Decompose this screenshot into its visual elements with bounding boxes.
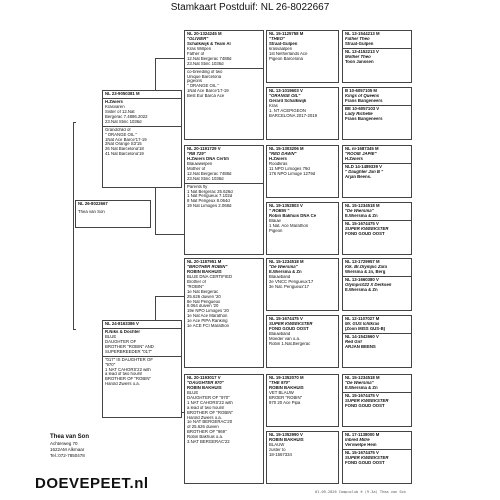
ff-color: Kras Willpen (187, 46, 212, 51)
gen3-name: " ROBIN " (269, 208, 290, 213)
mf-info: 1e Nat Ace Marathon (187, 314, 228, 319)
gen3-ring: NL 13-1019603 V (269, 89, 303, 93)
father-info: Bergerac 7.4886.2022 (105, 114, 148, 119)
gen4-ring-male: NL 12-1107027 M (345, 317, 380, 321)
mother-info: "017" IS DAUGHTER OF (105, 357, 153, 362)
father-info: 23.Nat Stinc 1036d (105, 119, 142, 124)
gen3-info: 2e VNCC Perigueux'17 (269, 279, 314, 284)
gen3-box (266, 87, 339, 140)
gen3-breeder: FOND GOUD OOST (269, 326, 309, 331)
mother-info: "970" (105, 362, 116, 367)
owner-phone: Tel.:072-7850478 (50, 453, 85, 459)
gen3-box (266, 374, 339, 427)
page-title: Stamkaart Postduif: NL 26-8022667 (170, 2, 330, 13)
gen4-breeder: E.Wiersma & Zn (345, 213, 378, 218)
mother-breeder: R.Niks & Dochter (105, 329, 141, 334)
mother-info: SUPERBREEDER "017" (105, 349, 152, 354)
gen3-breeder: Gerard Schalkwijk (269, 98, 307, 103)
gen3-info: Pigeon (269, 228, 283, 233)
father-box (102, 90, 182, 188)
father-info: Grandchild of (105, 127, 131, 132)
gen4-ring-male: NL nl-1687345 M (345, 147, 379, 151)
fm-name: "RB 729" (187, 151, 206, 156)
gen3-breeder: ROBIN BAKHUIS (269, 437, 304, 442)
gen4-name: "De Wiersma" (345, 208, 374, 213)
gen4-breeder: FOND GOUD OOST (345, 460, 385, 465)
mm-ring: NL 20-1193017 V (187, 376, 221, 380)
fm-info: 12.Nat Bergerac 7488d (187, 171, 232, 176)
owner-name: Thea van Son (50, 434, 90, 440)
gen3-info: Blauw (269, 218, 281, 223)
ff-info: 23.Nat Stinc 1036d (187, 61, 224, 66)
mother-info: BROTHER OF "ROBIN" (105, 377, 152, 382)
gen4-ring-female: NL 13-4152213 V (345, 49, 379, 54)
gen4-ring-female: NL 15-1674475 V (345, 221, 379, 226)
gen4-box (342, 87, 412, 140)
gen3-box (266, 30, 339, 83)
gen3-box (266, 258, 339, 311)
gen4-breeder: Straat-Gulpen (345, 41, 374, 46)
gen4-ring-female: BE 10-6057103 V (345, 106, 380, 111)
gen3-info: Blauwband (269, 274, 291, 279)
gen4-breeder: Toon Janssen (345, 59, 374, 64)
gen3-info: 18-1567334 (269, 452, 292, 457)
mother-info: BROTHER "ROBIN" AND (105, 344, 154, 349)
father-info: Sister of 12.Nat (105, 109, 135, 114)
mother-info: a lead of two hours! (105, 372, 143, 377)
owner-address: Achterweg 70 (50, 441, 78, 447)
mf-box (184, 258, 264, 368)
gen3-breeder: E.Wiersma & Zn (269, 269, 302, 274)
father-info: 41 Nat Barcelona'19 (105, 152, 144, 157)
ff-box (184, 30, 264, 140)
mf-color: BLUE DNA CERTIFIED (187, 274, 233, 279)
connector (73, 122, 76, 123)
ff-info: pigeons (187, 79, 203, 84)
gen4-name: Olympic022 X Derksen (345, 282, 392, 287)
gen3-box (266, 202, 339, 255)
mf-info: 1e Ace PIPA Ranking (187, 319, 228, 324)
gen4-box (342, 145, 412, 198)
fm-info: 1 Nat Bergerac 25.626d (187, 189, 233, 194)
gen4-name: Mr. GUS Ichtkras (345, 321, 380, 326)
gen3-breeder: Robin Bakhuis DNA Ce (269, 213, 317, 218)
gen3-name: "THEO" (269, 36, 286, 41)
gen4-ring-male: NL 13-1729957 M (345, 260, 380, 264)
gen3-ring: NL 15-1234518 M (269, 260, 304, 264)
gen3-info: 11 NPO Limoges 79d (269, 166, 310, 171)
gen4-name: Lady Richelle (345, 111, 373, 116)
gen3-info: VET BLAUW (269, 390, 294, 395)
gen4-ring-male: B 10-6057105 M (345, 89, 378, 93)
gen4-breeder: (Zoon MISS GUS-B) (345, 326, 386, 331)
mm-info: Harold Zwiers o.a. (187, 415, 222, 420)
gen4-box (342, 30, 412, 83)
mother-ring: NL 24-8163386 V (105, 322, 139, 326)
gen4-ring-female: NL 15-1674475 V (345, 393, 379, 398)
gen3-breeder: Straat-Gulpen (269, 41, 298, 46)
gen4-name: Mother Theo (345, 54, 371, 59)
mf-info: 19e NPO Limoges '20 (187, 309, 229, 314)
gen3-name: SUPER KWEEKSTER (269, 321, 313, 326)
fm-info: 23.Nat Stinc 1036d (187, 176, 224, 181)
father-info: 26 Nat Barcelona'18 (105, 147, 144, 152)
gen4-breeder: E.Wiersma & Zn (345, 385, 378, 390)
gen3-info: 1 Nat. Ace Marathon (269, 223, 309, 228)
gen3-info: 176 NPO Limoge 1279d (269, 171, 316, 176)
mf-breeder: ROBIN BAKHUIS (187, 269, 222, 274)
mm-info: BROTHER OF "969" (187, 430, 227, 435)
owner-city: 1622AM Alkmaar (50, 447, 85, 453)
ff-info: 1Nat Ace Barce'17-19 (187, 89, 229, 94)
gen3-info: BLAUW (269, 442, 285, 447)
gen4-box (342, 315, 412, 368)
mm-info: 3.NAT BERGERAC'22 (187, 440, 230, 445)
father-info: 2Nat Orange S3'15 (105, 142, 142, 147)
mf-info: 1e Nat Bergerac (187, 289, 219, 294)
gen4-name: SUPER KWEEKSTER (345, 398, 389, 403)
ff-ring: NL 20-1324245 M (187, 32, 222, 36)
gen4-ring-female: NL 15-1674475 V (345, 450, 379, 455)
mm-info: 1 NAT CAHORS'22 with (187, 400, 233, 405)
gen3-breeder: H.Zwiers (269, 156, 287, 161)
gen3-ring: NL 19-1352070 M (269, 376, 304, 380)
gen4-name: SUPER KWEEKSTER (345, 455, 389, 460)
mf-info: "ROBIN" (187, 284, 204, 289)
gen4-name: Father Theo (345, 36, 370, 41)
gen4-ring-female: NL 14-1542660 V (345, 334, 379, 339)
gen3-ring: NL 15-1674475 V (269, 317, 303, 321)
gen3-name: "ORANGE OIL" (269, 93, 301, 98)
gen3-name: "THE 970" (269, 380, 291, 385)
gen3-box (266, 431, 339, 484)
ff-info: Father of (187, 51, 205, 56)
mother-color: BLUE (105, 334, 117, 339)
gen4-breeder: Wiersma & zn, Berg (345, 269, 386, 274)
fm-color: Blauwwelpen (187, 161, 213, 166)
gen3-breeder: ROBIN BAKHUIS (269, 385, 304, 390)
mf-ring: NL 20-1187951 M (187, 260, 222, 264)
father-info: " ORANGE OIL " (105, 132, 138, 137)
connector (73, 329, 76, 330)
gen3-ring: NL 19-1352803 V (269, 204, 303, 208)
gen3-info: Roodkras (269, 161, 288, 166)
gen4-breeder: FOND GOUD OOST (345, 231, 385, 236)
gen3-info: 1. NT ACEPIGEON (269, 108, 306, 113)
mf-info: Brother of (187, 279, 206, 284)
mm-info: BROTHER OF "ROBIN" (187, 410, 234, 415)
fm-ring: NL 20-1191729 V (187, 147, 221, 151)
mm-name: "DAUGHTER 970" (187, 380, 224, 385)
gen3-name: "De Wiersma" (269, 264, 298, 269)
father-ring: NL 23-9050381 M (105, 92, 140, 96)
gen3-info: zuster to (269, 447, 286, 452)
gen4-breeder: Vervwelpe Hein (345, 442, 377, 447)
gen4-name: "ROOIE JAPIE" (345, 151, 377, 156)
mf-name: "BROTHER ROBIN" (187, 264, 228, 269)
subject-owner: Thea van Son (78, 209, 105, 214)
mm-color: BLUE (187, 390, 199, 395)
brand-logo: DOEVEPEET.nl (35, 475, 149, 492)
gen4-name: Klk. Br.Olympic Zara (345, 264, 388, 269)
fm-info: 1 Nat Perigueux 7.102d (187, 194, 233, 199)
gen4-box (342, 258, 412, 311)
gen4-ring-female: NL 13-1660380 V (345, 277, 379, 282)
ff-breeder: Schalkwijk & Team Al (187, 41, 231, 46)
ff-info: Unique Barcelona (187, 74, 222, 79)
ff-info: " ORANGE OIL " (187, 84, 220, 89)
mm-breeder: ROBIN BAKHUIS (187, 385, 222, 390)
gen4-breeder: ARJAN BEENS (345, 344, 376, 349)
owner-block (50, 433, 89, 459)
ff-info: 12.Nat Bergerac 7488d (187, 56, 232, 61)
mother-info: DAUGHTER OF (105, 339, 137, 344)
mm-info: of 25.626 duiven (187, 425, 219, 430)
gen3-ring: NL 15-1125758 M (269, 32, 304, 36)
gen4-breeder: H.Zwiers (345, 156, 363, 161)
gen3-info: 1st Netherlands Ace (269, 51, 308, 56)
mother-info: Harold Zwiers o.a. (105, 382, 140, 387)
gen3-box (266, 315, 339, 368)
mm-box (184, 374, 264, 484)
fm-breeder: H.Zwiers DNA Certifi (187, 156, 229, 161)
fm-info: 19 Nat Limoges 2.068d (187, 204, 232, 209)
gen3-box (266, 145, 339, 198)
connector (155, 296, 184, 297)
gen4-name: " Daughter Jan B " (345, 169, 384, 174)
gen4-name: SUPER KWEEKSTER (345, 226, 389, 231)
gen3-info: Blauwband (269, 331, 291, 336)
ff-info: Best Eur Barca Ace (187, 94, 225, 99)
gen3-info: BARCELONA 2017-2019 (269, 113, 318, 118)
gen4-ring-female: NLD 14-1489339 V (345, 164, 383, 169)
gen3-info: krasvaalpen (269, 46, 293, 51)
mf-info: 8e Nat Perigueux (187, 299, 221, 304)
gen4-breeder: FOND GOUD OOST (345, 403, 385, 408)
gen4-ring-male: NL 17-1138000 M (345, 433, 380, 437)
gen3-ring: NL 15-1303206 M (269, 147, 304, 151)
gen4-name: Red Girl (345, 339, 362, 344)
fm-info: Parents fly (187, 184, 208, 189)
gen3-info: Kras (269, 103, 278, 108)
fm-info: 8 Nat Perigeux 8.064d (187, 199, 230, 204)
mm-info: 1e NAT BERGERAC'20 (187, 420, 233, 425)
gen4-breeder: E.Wiersma & Zn (345, 287, 378, 292)
gen3-ring: NL 19-1352990 V (269, 433, 303, 437)
gen3-info: BROER "ROBIN" (269, 395, 303, 400)
mf-info: 25.626 duiven '20 (187, 294, 221, 299)
gen4-name: "De Wiersma" (345, 380, 374, 385)
mother-info: 1 NAT CAHORS'22 with (105, 367, 151, 372)
gen4-box (342, 202, 412, 255)
subject-ring: NL 26-8022667 (78, 202, 108, 206)
father-color: Krasvaren (105, 104, 125, 109)
gen4-ring-male: NL 13-1544213 M (345, 32, 380, 36)
gen4-name: Inbred Mitre (345, 437, 370, 442)
connector (155, 234, 184, 235)
gen4-breeder: Arjan Beens. (345, 174, 372, 179)
mm-info: a lead of two hours! (187, 405, 225, 410)
gen4-ring-male: NL 15-1234518 M (345, 204, 380, 208)
ff-name: "OLIVIER" (187, 36, 209, 41)
gen3-info: 3e Nat. Perigueux'17 (269, 284, 309, 289)
gen4-box (342, 374, 412, 427)
mf-info: 1e ACE FCI Marathon (187, 324, 230, 329)
father-breeder: H.Zwiers (105, 99, 123, 104)
gen4-name: Kings of Queens (345, 93, 380, 98)
father-info: 1Nat Ace Barce'17-19 (105, 137, 147, 142)
gen3-name: "RED DAWN" (269, 151, 297, 156)
mother-box (102, 320, 182, 418)
mm-info: Robin Bakhuis o.a. (187, 435, 224, 440)
gen4-ring-male: NL 15-1234518 M (345, 376, 380, 380)
gen4-breeder: Frans Bangeneers (345, 116, 383, 121)
mm-info: DAUGHTER OF "970" (187, 395, 230, 400)
footer-text: 01-09-2026 Compuclub ® (9.3a) Thea van Son (315, 490, 406, 494)
mf-info: 8.064 duiven '20 (187, 304, 219, 309)
gen3-info: Pigeon Barcelona (269, 56, 303, 61)
gen3-info: 970 20 Ace Pipa (269, 400, 301, 405)
subject-box (75, 200, 151, 228)
gen3-info: Moeder van o.a. (269, 336, 301, 341)
fm-box (184, 145, 264, 255)
ff-info: co-breeding of two (187, 69, 223, 74)
connector (155, 58, 184, 59)
gen4-box (342, 431, 412, 484)
fm-info: Mother of (187, 166, 206, 171)
gen3-info: Robin 1.Nat.Bergerac (269, 341, 311, 346)
gen4-breeder: Frans Bangeneers (345, 98, 383, 103)
